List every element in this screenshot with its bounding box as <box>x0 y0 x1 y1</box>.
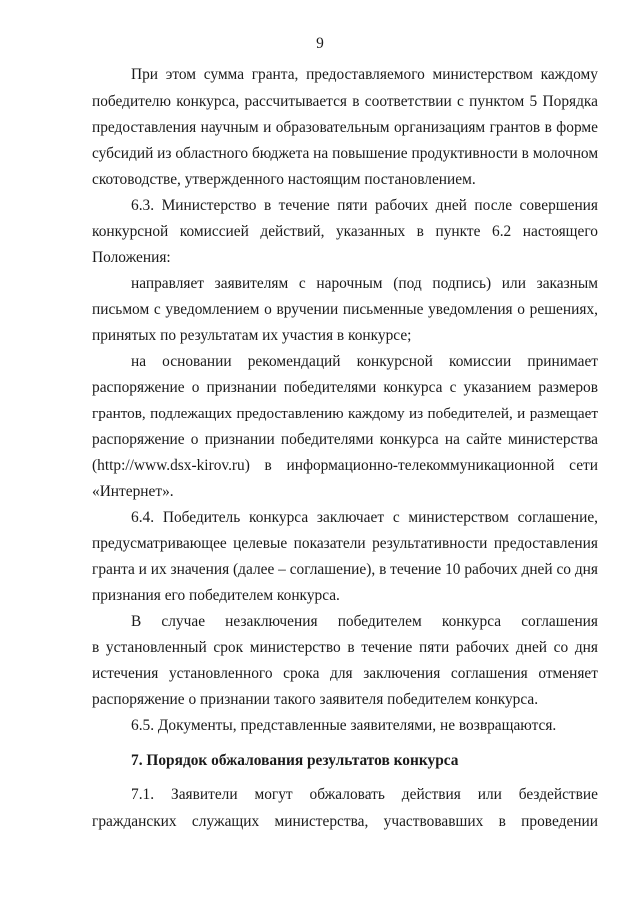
text-line: предусматривающее целевые показатели результативности предоставления <box>92 535 598 552</box>
page-number: 9 <box>316 35 324 52</box>
text-line: в установленный срок министерство в течение пяти рабочих дней со дня <box>92 639 598 656</box>
text-line: В случае незаключения победителем конкурса соглашения <box>131 613 598 630</box>
text-line: 6.3. Министерство в течение пяти рабочих дней после совершения <box>131 197 598 214</box>
text-line: истечения установленного срока для заключения соглашения отменяет <box>92 665 598 682</box>
text-line: 6.5. Документы, представленные заявителями, не возвращаются. <box>131 717 557 734</box>
text-line: При этом сумма гранта, предоставляемого министерством каждому <box>131 66 598 83</box>
text-line: победителю конкурса, рассчитывается в соответствии с пунктом 5 Порядка <box>92 93 598 110</box>
text-line: распоряжение о признании победителями конкурса на сайте министерства <box>92 431 598 448</box>
text-line: конкурсной комиссией действий, указанных в пункте 6.2 настоящего <box>92 223 598 240</box>
text-line: грантов, подлежащих предоставлению каждому из победителей, и размещает <box>92 405 598 422</box>
text-line: скотоводстве, утвержденного настоящим постановлением. <box>92 171 476 188</box>
text-line: 7.1. Заявители могут обжаловать действия или бездействие <box>131 786 598 803</box>
text-line: письмом с уведомлением о вручении письменные уведомления о решениях, <box>92 301 598 318</box>
text-line: Положения: <box>92 249 171 266</box>
text-line: распоряжение о признании такого заявителя победителем конкурса. <box>92 691 539 708</box>
text-line: гранта и их значения (далее – соглашение), в течение 10 рабочих дней со дня <box>92 561 598 578</box>
text-line: предоставления научным и образовательным организациям грантов в форме <box>92 119 598 136</box>
text-line: распоряжение о признании победителями конкурса с указанием размеров <box>92 379 598 396</box>
text-line: «Интернет». <box>92 483 174 500</box>
text-line: (http://www.dsx-kirov.ru) в информационно-телекоммуникационной сети <box>92 457 598 474</box>
text-line: признания его победителем конкурса. <box>92 587 340 604</box>
text-line: гражданских служащих министерства, участвовавших в проведении <box>92 813 598 830</box>
text-line: на основании рекомендаций конкурсной комиссии принимает <box>131 353 598 370</box>
text-line: принятых по результатам их участия в конкурсе; <box>92 327 412 344</box>
section-heading: 7. Порядок обжалования результатов конкурса <box>131 752 459 769</box>
text-line: 6.4. Победитель конкурса заключает с министерством соглашение, <box>131 509 598 526</box>
text-line: направляет заявителям с нарочным (под подпись) или заказным <box>131 275 598 292</box>
text-line: субсидий из областного бюджета на повышение продуктивности в молочном <box>92 145 599 162</box>
